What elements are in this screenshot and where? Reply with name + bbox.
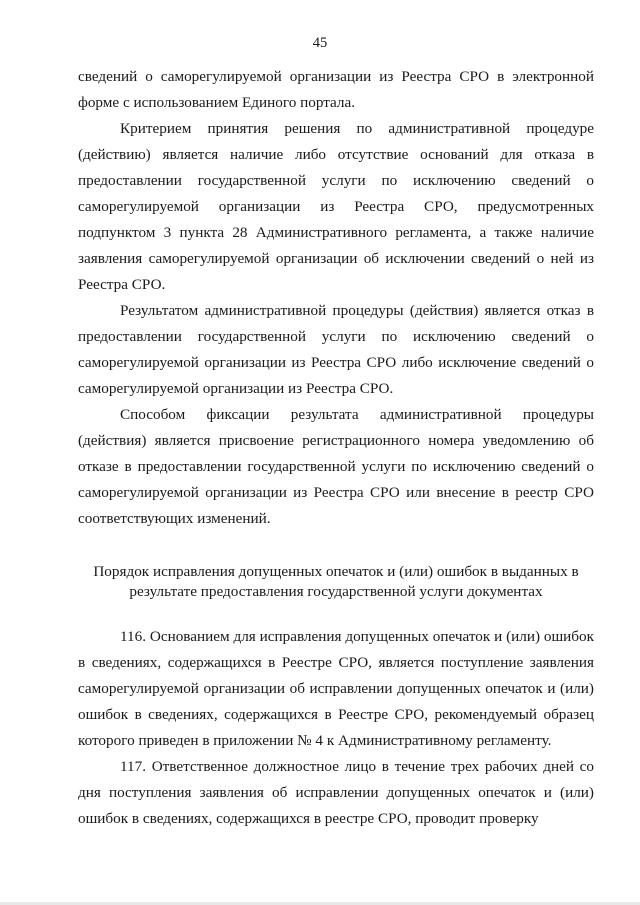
section-heading: Порядок исправления допущенных опечаток и (или) ошибок в выданных в результате предоставления государственной услуги документах bbox=[93, 563, 579, 600]
paragraph-criterion: Критерием принятия решения по административной процедуре (действию) является наличие либо отсутствие оснований для отказа в предоставлении государственной услуги по исключению сведений о саморегулируемой организации из Реестра СРО, предусмотренных подпунктом 3 пункта 28 Административного регламента, а также наличие заявления саморегулируемой организации об исключении сведений о ней из Реестра СРО. bbox=[78, 120, 594, 293]
page-number: 45 bbox=[312, 35, 328, 51]
body-block-1 bbox=[78, 64, 594, 532]
paragraph-116: 116. Основанием для исправления допущенных опечаток и (или) ошибок в сведениях, содержащихся в Реестре СРО, является поступление заявления саморегулируемой организации об исправлении допущенных опечаток и (или) ошибок в сведениях, содержащихся в Реестре СРО, рекомендуемый образец которого приведен в приложении № 4 к Административному регламенту. bbox=[78, 628, 594, 749]
paragraph-result: Результатом административной процедуры (действия) является отказ в предоставлении государственной услуги по исключению сведений о саморегулируемой организации из Реестра СРО либо исключение сведений о саморегулируемой организации из Реестра СРО. bbox=[78, 302, 594, 397]
paragraph-fixation: Способом фиксации результата административной процедуры (действия) является присвоение регистрационного номера уведомлению об отказе в предоставлении государственной услуги по исключению сведений о саморегулируемой организации из Реестра СРО или внесение в реестр СРО соответствующих изменений. bbox=[78, 406, 594, 527]
paragraph-117: 117. Ответственное должностное лицо в течение трех рабочих дней со дня поступления заявления об исправлении допущенных опечаток и (или) ошибок в сведениях, содержащихся в реестре СРО, проводит проверку bbox=[78, 758, 594, 827]
paragraph-continuation: сведений о саморегулируемой организации из Реестра СРО в электронной форме с использованием Единого портала. bbox=[78, 68, 594, 111]
body-block-2 bbox=[78, 624, 594, 832]
